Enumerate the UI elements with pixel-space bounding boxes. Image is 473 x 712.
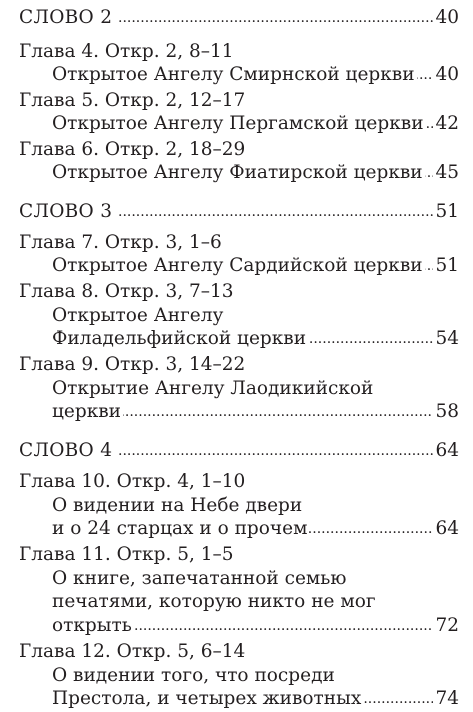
toc-page-number: 51 [435,199,459,225]
toc-chapter-title: Глава 4. Откр. 2, 8–11 [19,39,236,65]
toc-page-number: 42 [435,111,459,137]
toc-page-number: 51 [435,253,459,279]
toc-entry-title: Открытое Ангелу Сардийской церкви [52,253,425,279]
toc-entry-title: печатями, которую никто не мог [52,589,378,615]
toc-section-title: СЛОВО 2 [19,5,114,31]
toc-entry-title: Открытие Ангелу Лаодикийской [52,376,375,402]
toc-entry-title: Филадельфийской церкви [52,326,308,352]
toc-entry-title: О видении на Небе двери [52,493,304,519]
toc-entry-title: и о 24 старцах и о прочем [52,516,309,542]
toc-chapter-11-entry-line3[interactable] [0,613,473,639]
toc-entry-title: О видении того, что посреди [52,663,337,689]
toc-chapter-8-heading[interactable] [0,279,473,305]
toc-section-slovo-3[interactable] [0,199,473,225]
toc-chapter-8-entry-line2[interactable] [0,326,473,352]
toc-chapter-10-entry-line2[interactable] [0,516,473,542]
leader-dots [118,5,433,31]
leader-dots [134,613,433,639]
toc-chapter-title: Глава 11. Откр. 5, 1–5 [19,542,236,568]
toc-page-number: 64 [435,438,459,464]
leader-dots [118,199,433,225]
toc-chapter-10-heading[interactable] [0,469,473,495]
toc-entry-title: Открытое Ангелу Смирнской церкви [52,62,417,88]
toc-section-slovo-2[interactable] [0,5,473,31]
leader-dots [300,326,433,352]
toc-page-number: 64 [435,516,459,542]
toc-section-slovo-4[interactable] [0,438,473,464]
toc-page-number: 58 [435,399,459,425]
toc-chapter-title: Глава 5. Откр. 2, 12–17 [19,88,247,114]
toc-entry-title: Престола, и четырех животных [52,686,363,712]
toc-chapter-title: Глава 9. Откр. 3, 14–22 [19,352,247,378]
toc-chapter-12-entry-line2[interactable] [0,686,473,712]
toc-chapter-title: Глава 10. Откр. 4, 1–10 [19,469,247,495]
toc-entry-title: Открытое Ангелу [52,303,225,329]
toc-chapter-4-entry[interactable] [0,62,473,88]
toc-chapter-11-heading[interactable] [0,542,473,568]
toc-section-title: СЛОВО 3 [19,199,114,225]
toc-chapter-title: Глава 12. Откр. 5, 6–14 [19,639,247,665]
leader-dots [118,438,433,464]
toc-page-number: 54 [435,326,459,352]
toc-entry-title: Открытое Ангелу Фиатирской церкви [52,160,425,186]
toc-page-number: 40 [435,5,459,31]
toc-chapter-12-heading[interactable] [0,639,473,665]
toc-chapter-5-entry[interactable] [0,111,473,137]
toc-entry-title: Открытое Ангелу Пергамской церкви [52,111,426,137]
toc-chapter-9-heading[interactable] [0,352,473,378]
toc-section-title: СЛОВО 4 [19,438,114,464]
toc-chapter-11-entry-line2[interactable] [0,589,473,615]
toc-chapter-9-entry-line2[interactable] [0,399,473,425]
toc-page-number: 40 [435,62,459,88]
toc-entry-title: церкви [52,399,123,425]
toc-chapter-title: Глава 6. Откр. 2, 18–29 [19,137,247,163]
toc-chapter-6-entry[interactable] [0,160,473,186]
toc-chapter-7-entry[interactable] [0,253,473,279]
toc-entry-title: О книге, запечатанной семью [52,566,348,592]
toc-chapter-title: Глава 8. Откр. 3, 7–13 [19,279,236,305]
toc-page-number: 74 [435,686,459,712]
toc-page-number: 45 [435,160,459,186]
toc-entry-title: открыть [52,613,134,639]
toc-page-number: 72 [435,613,459,639]
leader-dots [290,516,433,542]
toc-chapter-title: Глава 7. Откр. 3, 1–6 [19,230,224,256]
leader-dots [116,399,433,425]
